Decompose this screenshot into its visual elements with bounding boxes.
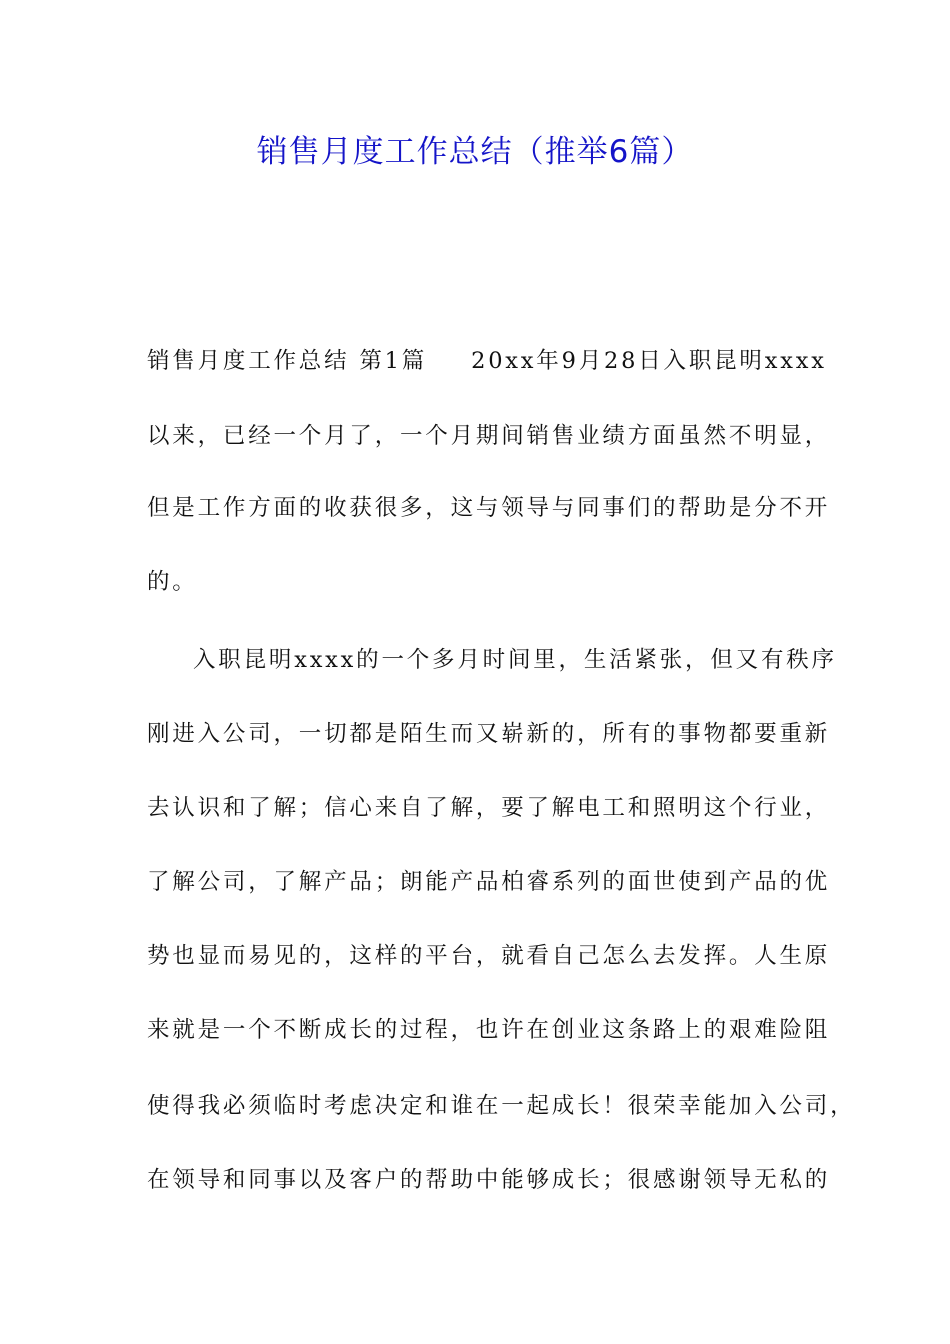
paragraph-text: 20xx年9月28日入职昆明xxxx — [471, 348, 827, 374]
paragraph-line: 但是工作方面的收获很多，这与领导与同事们的帮助是分不开 — [147, 495, 831, 521]
paragraph-line — [147, 344, 827, 378]
document-title: 销售月度工作总结（推举6篇） — [256, 134, 694, 170]
paragraph-line: 以来，已经一个月了，一个月期间销售业绩方面虽然不明显， — [147, 423, 831, 449]
paragraph-line: 在领导和同事以及客户的帮助中能够成长；很感谢领导无私的 — [147, 1167, 831, 1193]
paragraph-line: 了解公司，了解产品；朗能产品柏睿系列的面世使到产品的优 — [147, 869, 831, 895]
paragraph-line: 入职昆明xxxx的一个多月时间里，生活紧张，但又有秩序 — [193, 647, 837, 673]
paragraph-line: 去认识和了解；信心来自了解，要了解电工和照明这个行业， — [147, 795, 831, 821]
paragraph-line: 来就是一个不断成长的过程，也许在创业这条路上的艰难险阻 — [147, 1017, 831, 1043]
paragraph-line: 的。 — [147, 569, 198, 595]
paragraph-line: 使得我必须临时考虑决定和谁在一起成长！很荣幸能加入公司， — [147, 1093, 856, 1119]
paragraph-line: 刚进入公司，一切都是陌生而又崭新的，所有的事物都要重新 — [147, 721, 831, 747]
section-heading: 销售月度工作总结 第1篇 — [147, 348, 428, 374]
paragraph-line: 势也显而易见的，这样的平台，就看自己怎么去发挥。人生原 — [147, 943, 831, 969]
